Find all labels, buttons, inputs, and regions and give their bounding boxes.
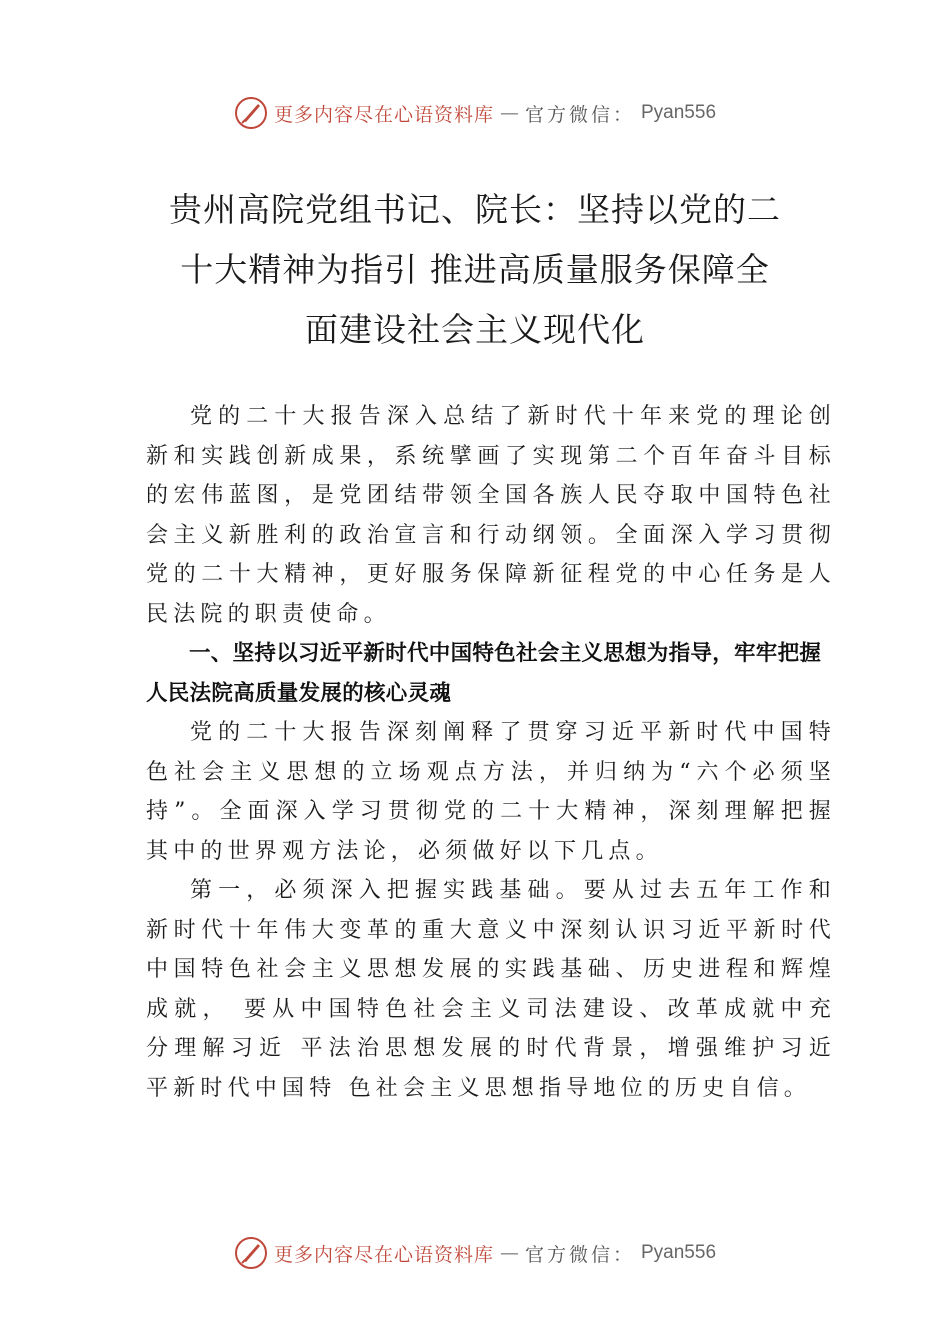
watermark-id: Pyan556	[641, 102, 717, 123]
document-body	[146, 397, 836, 1108]
body-paragraph: 第一，必须深入把握实践基础。要从过去五年工作和新时代十年伟大变革的重大意义中深刻认识习近平新时代中国特色社会主义思想发展的实践基础、历史进程和辉煌成就， 要从中国特色社会主义司法建设、改革成就中充分理解习近 平法治思想发展的时代背景，增强维护习近平新时代中国特 色社会主义思想指导地位的历史自信。	[146, 878, 836, 1101]
title-line: 十大精神为指引 推进高质量服务保障全	[180, 250, 770, 289]
header-watermark	[0, 96, 950, 130]
watermark-separator: —	[499, 102, 519, 124]
footer-watermark	[0, 1236, 950, 1270]
watermark-text: 更多内容尽在心语资料库	[273, 1243, 494, 1266]
quill-logo-icon	[234, 1236, 268, 1270]
title-line: 面建设社会主义现代化	[305, 310, 645, 349]
quill-logo-icon	[234, 96, 268, 130]
watermark-separator: —	[499, 1242, 519, 1264]
document-title	[120, 180, 830, 360]
body-paragraph: 党的二十大报告深入总结了新时代十年来党的理论创新和实践创新成果，系统擘画了实现第二个百年奋斗目标的宏伟蓝图，是党团结带领全国各族人民夺取中国特色社会主义新胜利的政治宣言和行动纲领。全面深入学习贯彻党的二十大精神，更好服务保障新征程党的中心任务是人民法院的职责使命。	[146, 404, 836, 627]
watermark-text: 更多内容尽在心语资料库	[273, 103, 494, 126]
watermark-label: 官方微信：	[524, 103, 635, 126]
watermark-label: 官方微信：	[524, 1243, 635, 1266]
title-line: 贵州高院党组书记、院长：坚持以党的二	[169, 190, 781, 229]
watermark-id: Pyan556	[641, 1242, 717, 1263]
section-heading: 一、坚持以习近平新时代中国特色社会主义思想为指导，牢牢把握人民法院高质量发展的核心灵魂	[146, 641, 822, 706]
body-paragraph: 党的二十大报告深刻阐释了贯穿习近平新时代中国特色社会主义思想的立场观点方法，并归纳为“六个必须坚持”。全面深入学习贯彻党的二十大精神，深刻理解把握其中的世界观方法论，必须做好以下几点。	[146, 720, 836, 864]
